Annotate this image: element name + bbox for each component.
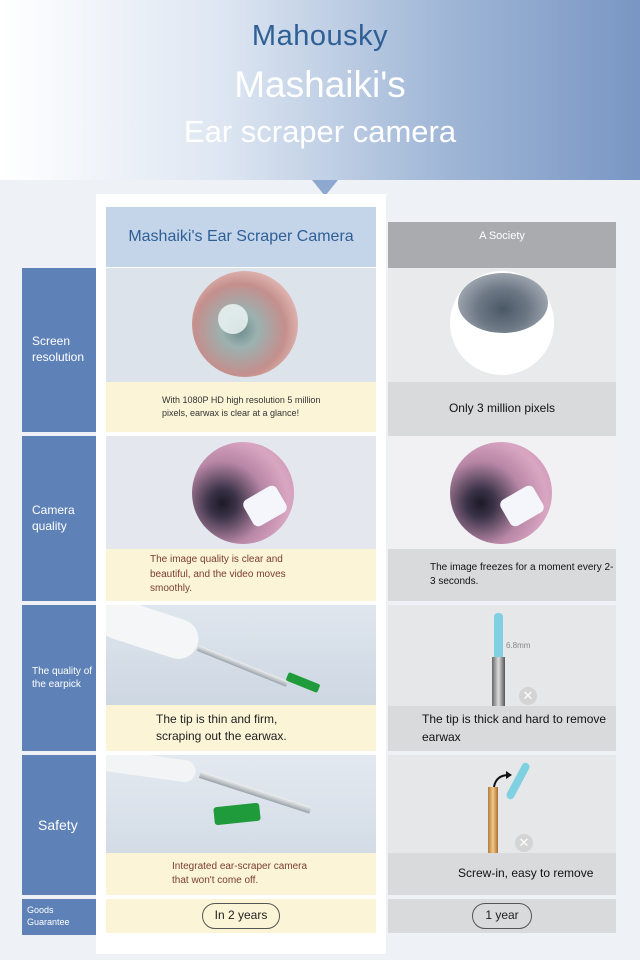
caption-left-safety: Integrated ear-scraper camera that won't come off. — [106, 853, 376, 895]
x-mark-icon: ✕ — [519, 687, 537, 705]
guarantee-left-badge: In 2 years — [202, 903, 281, 928]
page-subtitle: Ear scraper camera — [183, 114, 457, 149]
curved-arrow-icon — [492, 771, 514, 789]
caption-left-resolution: With 1080P HD high resolution 5 million pixels, earwax is clear at a glance! — [106, 382, 376, 432]
caption-left-camera: The image quality is clear and beautiful, and the video moves smoothly. — [106, 549, 376, 601]
column-header-mashaiki: Mashaiki's Ear Scraper Camera — [106, 207, 376, 267]
image-integrated-earpick — [106, 755, 376, 853]
caption-right-earpick: The tip is thick and hard to remove earwax — [388, 706, 616, 751]
guarantee-left-cell — [106, 899, 376, 933]
image-camera-clear — [106, 436, 376, 549]
tip-measurement: 6.8mm — [506, 641, 531, 650]
image-screw-in-earpick — [388, 755, 616, 853]
row-label-screen-resolution: Screen resolution — [22, 268, 96, 432]
header-banner — [0, 0, 640, 180]
x-mark-icon: ✕ — [515, 834, 533, 852]
guarantee-right-badge: 1 year — [472, 903, 531, 928]
image-thick-earpick — [388, 605, 616, 706]
row-label-camera-quality: Camera quality — [22, 436, 96, 601]
image-thin-earpick — [106, 605, 376, 705]
image-ear-canal-low-res — [388, 268, 616, 382]
image-ear-canal-hd — [106, 268, 376, 382]
row-label-safety: Safety — [22, 755, 96, 895]
caption-right-camera: The image freezes for a moment every 2-3 seconds. — [388, 549, 616, 601]
caption-right-safety: Screw-in, easy to remove — [388, 853, 616, 895]
image-camera-freeze — [388, 436, 616, 549]
caption-left-earpick: The tip is thin and firm, scraping out the earwax. — [106, 705, 376, 751]
page-title: Mashaiki's — [234, 64, 406, 105]
column-header-competitor: A Society — [388, 222, 616, 268]
guarantee-right-cell — [388, 899, 616, 933]
row-label-goods-guarantee: Goods Guarantee — [22, 899, 96, 935]
brand-name: Mahousky — [251, 20, 389, 52]
caption-right-resolution: Only 3 million pixels — [388, 382, 616, 436]
row-label-earpick-quality: The quality of the earpick — [22, 605, 96, 751]
